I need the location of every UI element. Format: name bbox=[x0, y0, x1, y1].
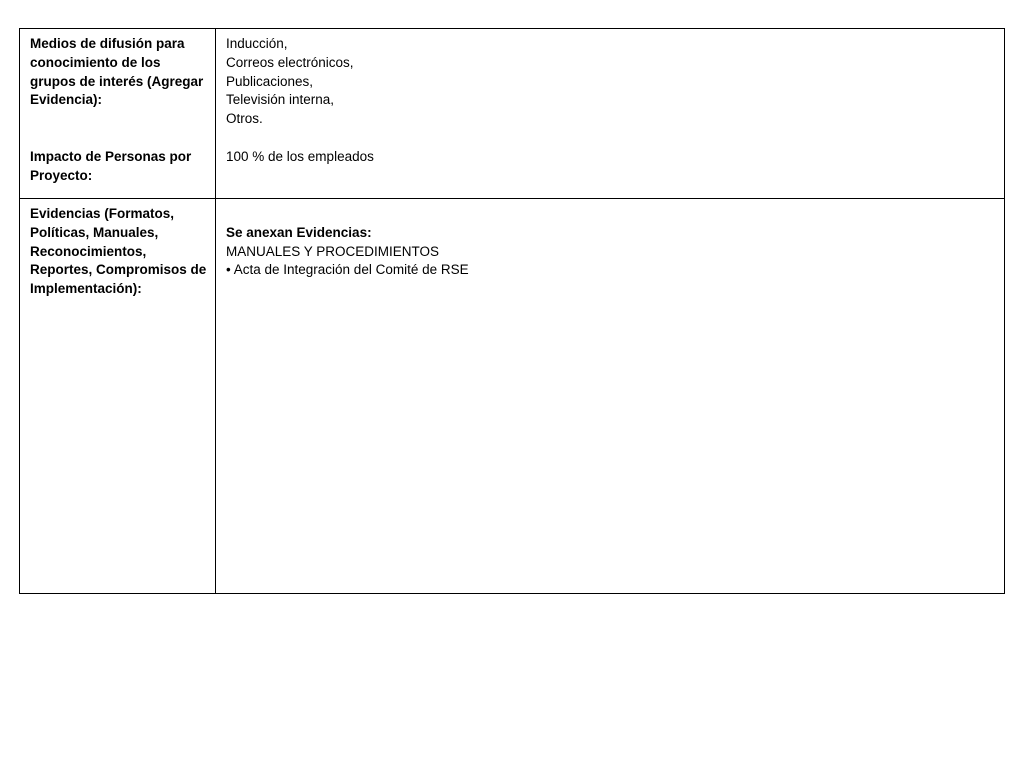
value-cell-evidence bbox=[216, 199, 1004, 593]
impact-value: 100 % de los empleados bbox=[226, 148, 374, 164]
media-item: Televisión interna, bbox=[226, 92, 335, 108]
media-item: Otros. bbox=[226, 111, 263, 127]
dissemination-label: Medios de difusión para conocimiento de los grupos de interés (Agregar Evidencia): bbox=[30, 36, 204, 108]
evidence-item: MANUALES Y PROCEDIMIENTOS bbox=[226, 243, 440, 259]
evidence-table bbox=[19, 28, 1005, 594]
label-cell-dissemination bbox=[20, 29, 215, 198]
table-row-dissemination bbox=[20, 29, 1004, 199]
evidence-item: • Acta de Integración del Comité de RSE bbox=[226, 262, 469, 278]
media-item: Inducción, bbox=[226, 36, 288, 51]
label-cell-evidence bbox=[20, 199, 215, 593]
media-item: Correos electrónicos, bbox=[226, 54, 354, 70]
media-item: Publicaciones, bbox=[226, 73, 314, 89]
evidence-label: Evidencias (Formatos, Políticas, Manuales, Reconocimientos, Reportes, Compromisos de Implementación): bbox=[30, 206, 207, 297]
table-row-evidence bbox=[20, 199, 1004, 593]
evidence-title: Se anexan Evidencias: bbox=[226, 224, 372, 240]
value-cell-dissemination bbox=[216, 29, 1004, 198]
impact-label: Impacto de Personas por Proyecto: bbox=[30, 148, 192, 183]
